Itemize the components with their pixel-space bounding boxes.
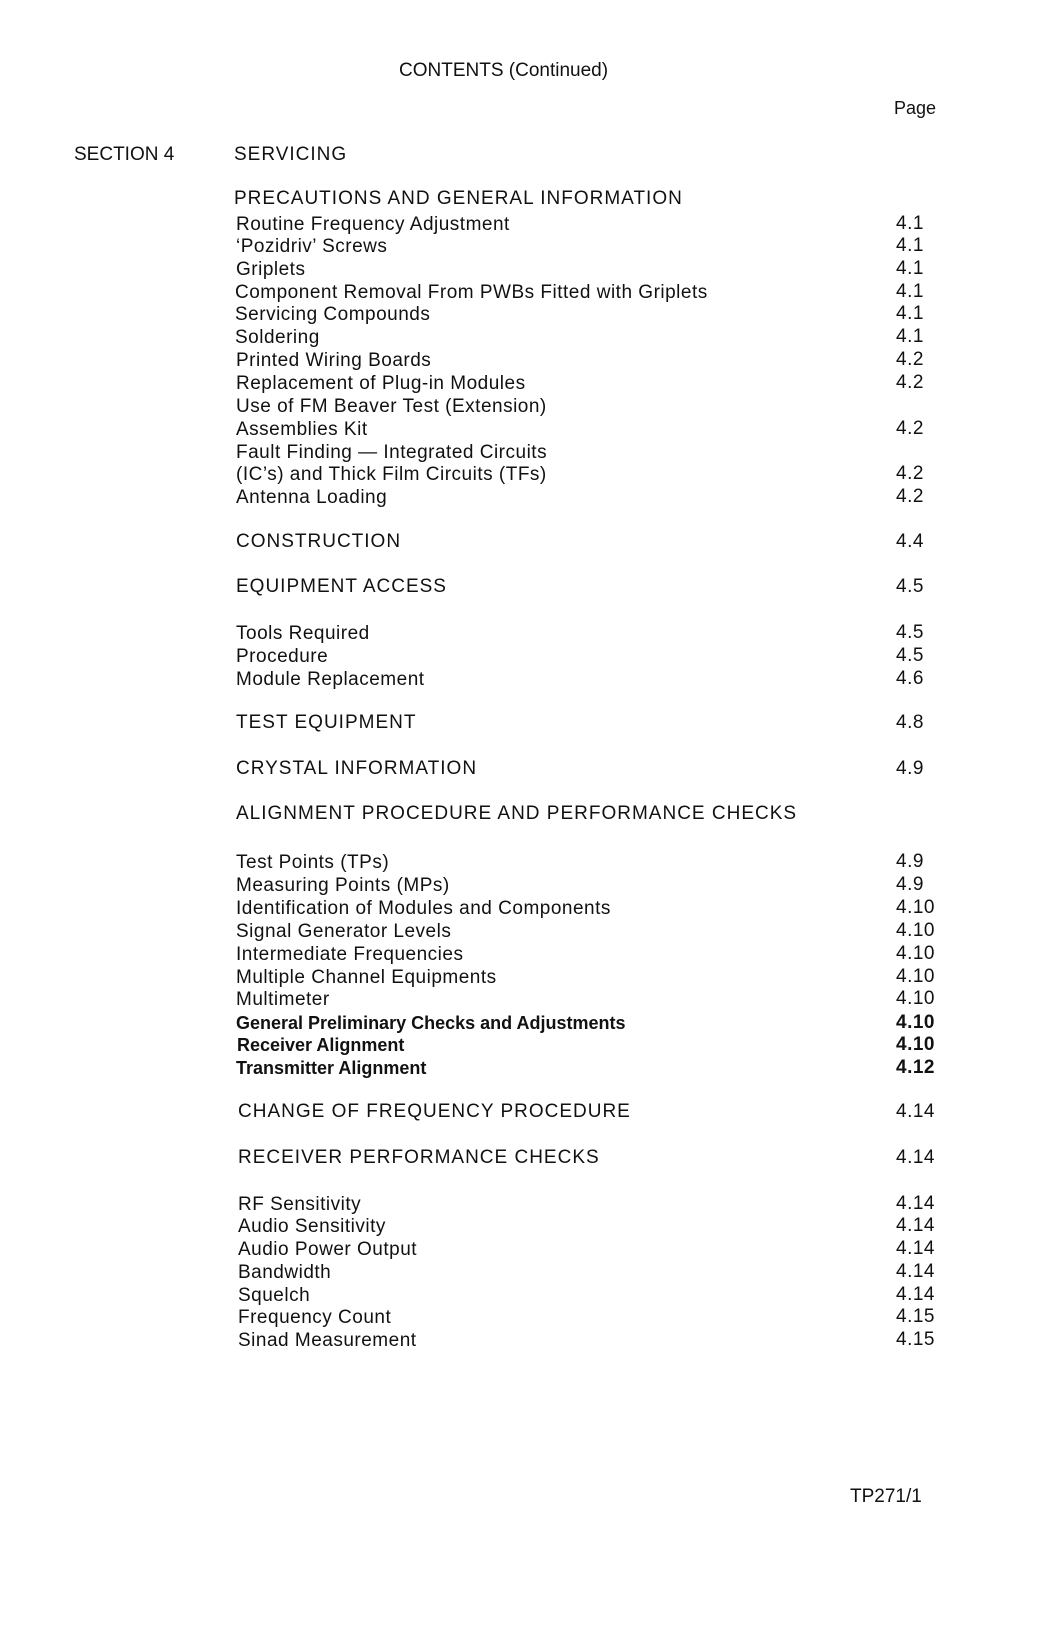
- toc-entry[interactable]: Sinad Measurement: [238, 1330, 417, 1351]
- toc-page-number: 4.9: [896, 851, 924, 872]
- toc-entry[interactable]: Fault Finding — Integrated Circuits: [236, 442, 548, 463]
- toc-page-number: 4.14: [896, 1193, 935, 1214]
- toc-page-number: 4.14: [896, 1284, 935, 1305]
- document-reference: TP271/1: [850, 1486, 922, 1507]
- toc-page-number: 4.10: [896, 988, 935, 1009]
- toc-entry[interactable]: Component Removal From PWBs Fitted with Griplets: [235, 282, 708, 303]
- toc-entry[interactable]: Frequency Count: [238, 1307, 392, 1328]
- toc-page-number: 4.2: [896, 486, 924, 507]
- toc-entry[interactable]: Procedure: [236, 646, 329, 667]
- toc-entry[interactable]: Audio Sensitivity: [238, 1216, 386, 1237]
- toc-page-number: 4.1: [896, 235, 924, 256]
- group-heading-precautions: PRECAUTIONS AND GENERAL INFORMATION: [234, 188, 683, 209]
- toc-page-number: 4.2: [896, 418, 924, 439]
- toc-page-number: 4.1: [896, 303, 924, 324]
- toc-entry[interactable]: Intermediate Frequencies: [236, 944, 464, 965]
- toc-page-number: 4.10: [896, 1034, 935, 1055]
- toc-entry[interactable]: Use of FM Beaver Test (Extension): [236, 396, 547, 417]
- toc-page-number: 4.15: [896, 1329, 935, 1350]
- group-heading-equipment-access[interactable]: EQUIPMENT ACCESS: [236, 576, 447, 597]
- toc-page-number: 4.5: [896, 622, 924, 643]
- page-title: CONTENTS (Continued): [399, 60, 609, 81]
- section-title: SERVICING: [234, 144, 348, 165]
- toc-page-number: 4.1: [896, 326, 924, 347]
- toc-entry[interactable]: Routine Frequency Adjustment: [236, 214, 510, 235]
- group-heading-alignment: ALIGNMENT PROCEDURE AND PERFORMANCE CHECKS: [236, 803, 798, 824]
- toc-page-number: 4.12: [896, 1057, 935, 1078]
- toc-page-number: 4.15: [896, 1306, 935, 1327]
- toc-entry[interactable]: Printed Wiring Boards: [236, 350, 432, 371]
- toc-entry[interactable]: Receiver Alignment: [237, 1035, 405, 1055]
- toc-entry[interactable]: Replacement of Plug-in Modules: [236, 373, 526, 394]
- toc-entry[interactable]: Module Replacement: [236, 669, 425, 690]
- toc-page-number: 4.10: [896, 966, 935, 987]
- toc-entry[interactable]: Servicing Compounds: [235, 304, 431, 325]
- toc-page-number: 4.10: [896, 1012, 935, 1033]
- toc-entry[interactable]: RF Sensitivity: [238, 1194, 362, 1215]
- toc-entry[interactable]: Signal Generator Levels: [236, 921, 452, 942]
- page-column-label: Page: [894, 98, 937, 118]
- toc-page-number: 4.14: [896, 1261, 935, 1282]
- toc-page-number: 4.14: [896, 1215, 935, 1236]
- toc-page-number: 4.2: [896, 463, 924, 484]
- toc-entry[interactable]: Soldering: [235, 327, 320, 348]
- toc-page-number: 4.10: [896, 943, 935, 964]
- toc-page-number: 4.10: [896, 897, 935, 918]
- toc-page-number: 4.14: [896, 1147, 935, 1168]
- toc-entry[interactable]: Identification of Modules and Components: [236, 898, 611, 919]
- toc-page-number: 4.5: [896, 576, 924, 597]
- toc-page-number: 4.2: [896, 372, 924, 393]
- toc-page-number: 4.8: [896, 712, 924, 733]
- toc-page-number: 4.9: [896, 874, 924, 895]
- group-heading-construction[interactable]: CONSTRUCTION: [236, 531, 402, 552]
- group-heading-test-equipment[interactable]: TEST EQUIPMENT: [236, 712, 417, 733]
- toc-page-number: 4.1: [896, 213, 924, 234]
- toc-entry[interactable]: Squelch: [238, 1285, 311, 1306]
- toc-entry[interactable]: Assemblies Kit: [236, 419, 368, 440]
- toc-page-number: 4.1: [896, 258, 924, 279]
- toc-entry[interactable]: General Preliminary Checks and Adjustments: [236, 1013, 626, 1033]
- section-label: SECTION 4: [74, 144, 175, 165]
- toc-entry[interactable]: Measuring Points (MPs): [236, 875, 450, 896]
- toc-page-number: 4.4: [896, 531, 924, 552]
- toc-entry[interactable]: Multiple Channel Equipments: [236, 967, 497, 988]
- toc-page-number: 4.5: [896, 645, 924, 666]
- toc-entry[interactable]: Test Points (TPs): [236, 852, 390, 873]
- toc-page-number: 4.6: [896, 668, 924, 689]
- toc-entry[interactable]: (IC’s) and Thick Film Circuits (TFs): [236, 464, 547, 485]
- group-heading-crystal-information[interactable]: CRYSTAL INFORMATION: [236, 758, 478, 779]
- toc-entry[interactable]: Bandwidth: [238, 1262, 332, 1283]
- toc-page-number: 4.1: [896, 281, 924, 302]
- toc-entry[interactable]: Tools Required: [236, 623, 370, 644]
- group-heading-receiver-checks[interactable]: RECEIVER PERFORMANCE CHECKS: [238, 1147, 600, 1168]
- group-heading-change-of-frequency[interactable]: CHANGE OF FREQUENCY PROCEDURE: [238, 1101, 631, 1122]
- toc-entry[interactable]: Transmitter Alignment: [236, 1058, 427, 1078]
- toc-page-number: 4.10: [896, 920, 935, 941]
- toc-entry[interactable]: ‘Pozidriv’ Screws: [236, 236, 388, 257]
- toc-entry[interactable]: Multimeter: [236, 989, 330, 1010]
- toc-entry[interactable]: Antenna Loading: [236, 487, 388, 508]
- toc-page-number: 4.2: [896, 349, 924, 370]
- toc-page-number: 4.14: [896, 1101, 935, 1122]
- toc-page-number: 4.14: [896, 1238, 935, 1259]
- toc-entry[interactable]: Griplets: [236, 259, 306, 280]
- toc-entry[interactable]: Audio Power Output: [238, 1239, 418, 1260]
- toc-page-number: 4.9: [896, 758, 924, 779]
